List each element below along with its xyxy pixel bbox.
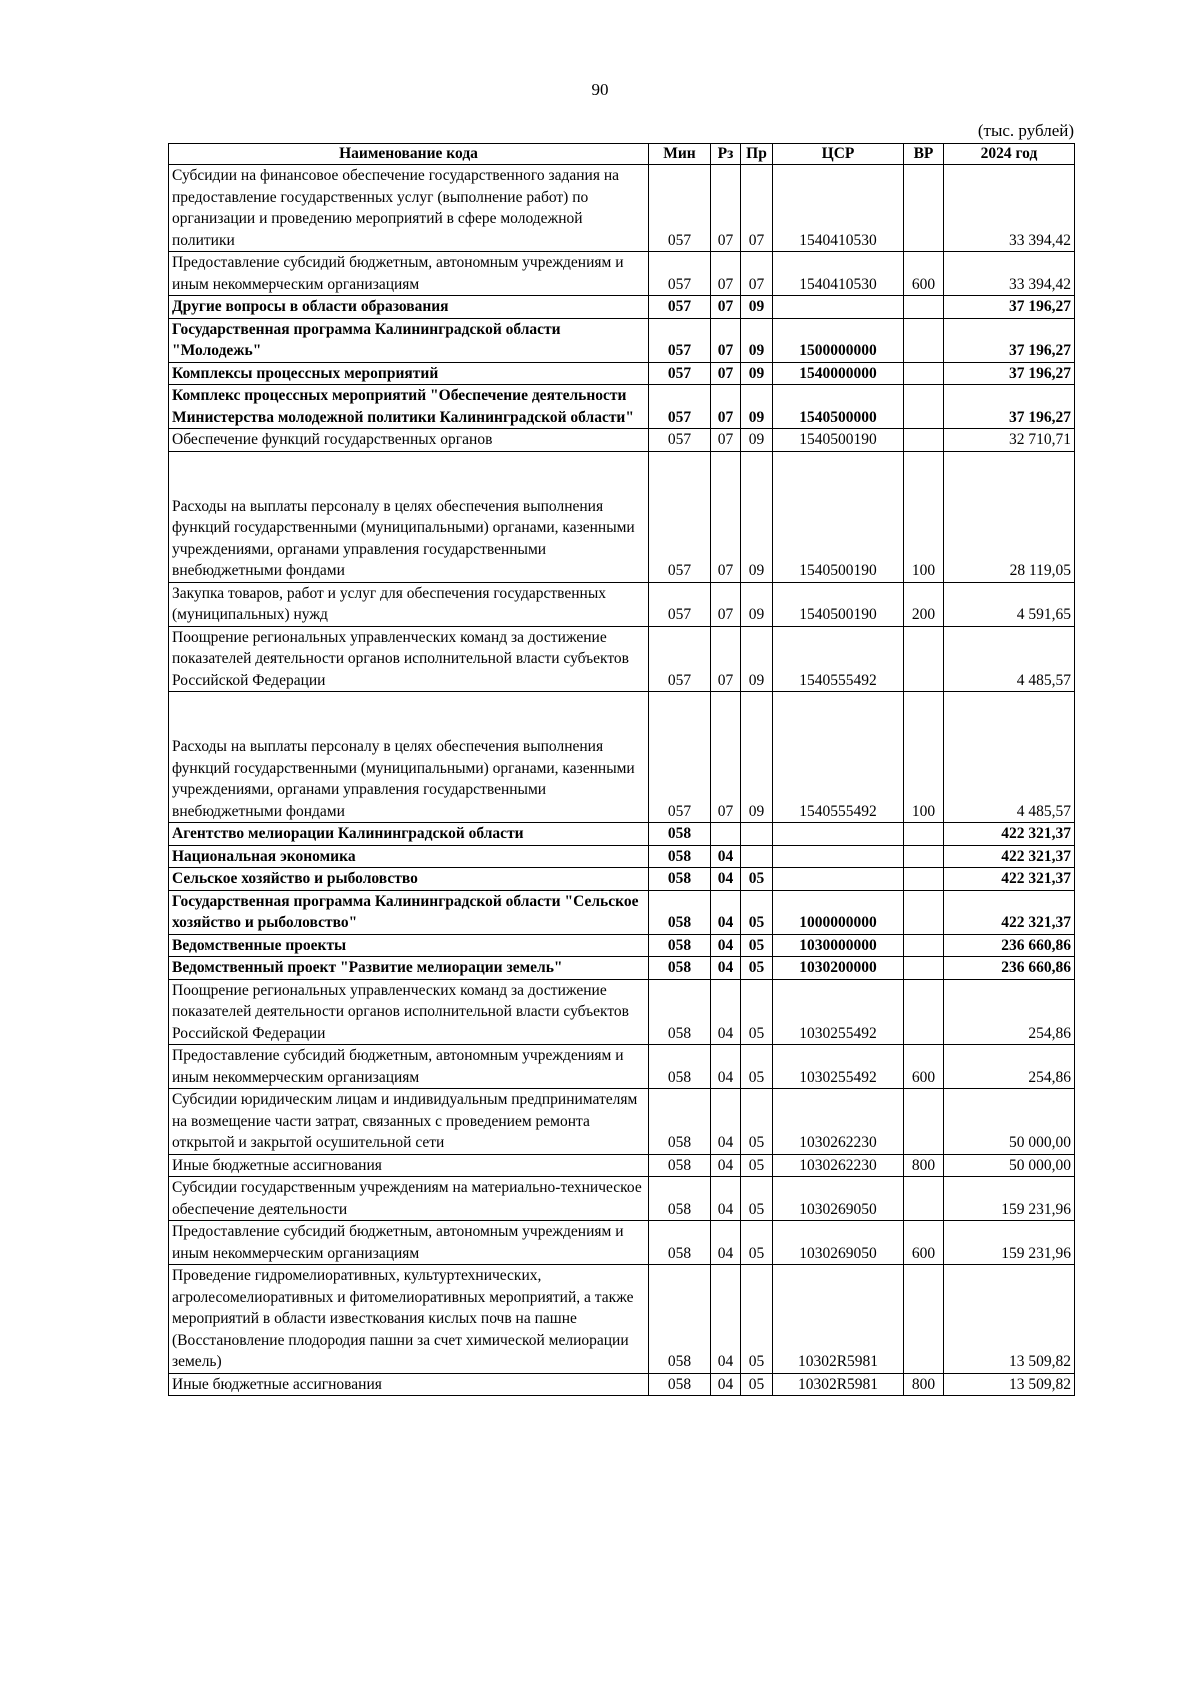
table-row (169, 429, 1075, 452)
cell-csr: 1030269050 (773, 1177, 904, 1221)
cell-vr: 800 (904, 1154, 944, 1177)
cell-name: Предоставление субсидий бюджетным, автономным учреждениям и иным некоммерческим организациям (169, 1221, 649, 1265)
header-csr: ЦСР (773, 144, 904, 165)
cell-amount: 13 509,82 (944, 1265, 1075, 1374)
cell-vr (904, 165, 944, 252)
cell-pr: 05 (741, 957, 773, 980)
cell-pr: 05 (741, 1373, 773, 1396)
cell-pr: 09 (741, 692, 773, 823)
cell-pr: 05 (741, 1045, 773, 1089)
header-min: Мин (649, 144, 711, 165)
cell-min: 058 (649, 868, 711, 891)
cell-amount: 37 196,27 (944, 318, 1075, 362)
cell-min: 058 (649, 1221, 711, 1265)
cell-name: Обеспечение функций государственных органов (169, 429, 649, 452)
cell-name: Государственная программа Калининградской области "Молодежь" (169, 318, 649, 362)
cell-name: Поощрение региональных управленческих команд за достижение показателей деятельности органов исполнительной власти субъектов Российской Федерации (169, 979, 649, 1045)
cell-name: Расходы на выплаты персоналу в целях обеспечения выполнения функций государственными (муниципальными) органами, казенными учреждениями, органами управления государственными внебюджетными фондами (169, 692, 649, 823)
cell-name: Расходы на выплаты персоналу в целях обеспечения выполнения функций государственными (муниципальными) органами, казенными учреждениями, органами управления государственными внебюджетными фондами (169, 451, 649, 582)
cell-rz (711, 823, 741, 846)
cell-pr: 09 (741, 318, 773, 362)
cell-csr: 1540500000 (773, 385, 904, 429)
cell-min: 057 (649, 451, 711, 582)
cell-name: Комплекс процессных мероприятий "Обеспечение деятельности Министерства молодежной политики Калининградской области" (169, 385, 649, 429)
cell-vr: 800 (904, 1373, 944, 1396)
table-row (169, 934, 1075, 957)
cell-csr: 1540000000 (773, 362, 904, 385)
cell-name: Проведение гидромелиоративных, культуртехнических, агролесомелиоративных и фитомелиоративных мероприятий, а также мероприятий в области известкования кислых почв на пашне (Восстановление плодородия пашни за счет химической мелиорации земель) (169, 1265, 649, 1374)
cell-vr: 100 (904, 451, 944, 582)
table-header-row (169, 144, 1075, 165)
cell-amount: 33 394,42 (944, 165, 1075, 252)
cell-name: Комплексы процессных мероприятий (169, 362, 649, 385)
table-row (169, 385, 1075, 429)
cell-name: Сельское хозяйство и рыболовство (169, 868, 649, 891)
cell-pr: 09 (741, 451, 773, 582)
cell-amount: 4 485,57 (944, 692, 1075, 823)
cell-min: 058 (649, 1045, 711, 1089)
cell-min: 057 (649, 385, 711, 429)
table-row (169, 823, 1075, 846)
cell-rz: 04 (711, 868, 741, 891)
cell-amount: 37 196,27 (944, 296, 1075, 319)
cell-vr (904, 429, 944, 452)
cell-name: Государственная программа Калининградской области "Сельское хозяйство и рыболовство" (169, 890, 649, 934)
cell-name: Субсидии юридическим лицам и индивидуальным предпринимателям на возмещение части затрат, связанных с проведением ремонта открытой и закрытой осушительной сети (169, 1089, 649, 1155)
cell-vr: 100 (904, 692, 944, 823)
table-row (169, 1154, 1075, 1177)
cell-pr (741, 823, 773, 846)
cell-min: 057 (649, 318, 711, 362)
table-row (169, 165, 1075, 252)
page-number: 90 (591, 80, 609, 99)
cell-csr: 1030269050 (773, 1221, 904, 1265)
cell-rz: 07 (711, 429, 741, 452)
cell-vr (904, 318, 944, 362)
cell-rz: 07 (711, 582, 741, 626)
header-pr: Пр (741, 144, 773, 165)
table-body (169, 165, 1075, 1396)
cell-min: 058 (649, 957, 711, 980)
cell-pr: 05 (741, 868, 773, 891)
cell-rz: 07 (711, 362, 741, 385)
cell-name: Субсидии государственным учреждениям на материально-техническое обеспечение деятельности (169, 1177, 649, 1221)
cell-min: 057 (649, 429, 711, 452)
cell-amount: 422 321,37 (944, 823, 1075, 846)
cell-vr (904, 1265, 944, 1374)
header-year: 2024 год (944, 144, 1075, 165)
cell-name: Ведомственные проекты (169, 934, 649, 957)
cell-csr (773, 868, 904, 891)
table-row (169, 1221, 1075, 1265)
cell-min: 057 (649, 626, 711, 692)
header-vr: ВР (904, 144, 944, 165)
cell-pr: 05 (741, 1221, 773, 1265)
cell-rz: 04 (711, 1089, 741, 1155)
cell-pr: 09 (741, 429, 773, 452)
table-row (169, 692, 1075, 823)
cell-vr (904, 1177, 944, 1221)
cell-name: Субсидии на финансовое обеспечение государственного задания на предоставление государственных услуг (выполнение работ) по организации и проведению мероприятий в сфере молодежной политики (169, 165, 649, 252)
cell-amount: 50 000,00 (944, 1089, 1075, 1155)
cell-min: 057 (649, 252, 711, 296)
cell-amount: 4 591,65 (944, 582, 1075, 626)
cell-vr: 600 (904, 1221, 944, 1265)
cell-vr (904, 823, 944, 846)
cell-csr: 1540555492 (773, 626, 904, 692)
table-row (169, 451, 1075, 582)
cell-vr (904, 979, 944, 1045)
table-row (169, 1373, 1075, 1396)
cell-vr: 600 (904, 1045, 944, 1089)
cell-rz: 04 (711, 1177, 741, 1221)
cell-vr: 200 (904, 582, 944, 626)
cell-min: 058 (649, 890, 711, 934)
cell-amount: 254,86 (944, 979, 1075, 1045)
cell-vr (904, 1089, 944, 1155)
cell-rz: 04 (711, 1373, 741, 1396)
cell-csr (773, 845, 904, 868)
cell-vr (904, 385, 944, 429)
cell-pr: 05 (741, 934, 773, 957)
cell-rz: 04 (711, 957, 741, 980)
header-rz: Рз (711, 144, 741, 165)
cell-csr: 10302R5981 (773, 1373, 904, 1396)
cell-csr (773, 296, 904, 319)
cell-name: Закупка товаров, работ и услуг для обеспечения государственных (муниципальных) нужд (169, 582, 649, 626)
cell-vr (904, 890, 944, 934)
cell-amount: 254,86 (944, 1045, 1075, 1089)
cell-amount: 422 321,37 (944, 890, 1075, 934)
cell-vr (904, 957, 944, 980)
cell-csr: 1000000000 (773, 890, 904, 934)
cell-pr: 09 (741, 582, 773, 626)
cell-csr: 1030262230 (773, 1089, 904, 1155)
cell-vr (904, 626, 944, 692)
cell-rz: 07 (711, 252, 741, 296)
table-row (169, 890, 1075, 934)
cell-pr: 07 (741, 165, 773, 252)
table-row (169, 957, 1075, 980)
header-name: Наименование кода (169, 144, 649, 165)
cell-csr: 1540555492 (773, 692, 904, 823)
cell-rz: 04 (711, 1154, 741, 1177)
table-row (169, 626, 1075, 692)
cell-min: 058 (649, 1373, 711, 1396)
cell-pr: 09 (741, 296, 773, 319)
table-row (169, 252, 1075, 296)
cell-vr (904, 934, 944, 957)
cell-min: 057 (649, 692, 711, 823)
cell-rz: 04 (711, 1265, 741, 1374)
cell-amount: 422 321,37 (944, 845, 1075, 868)
table-row (169, 1177, 1075, 1221)
cell-pr: 05 (741, 1089, 773, 1155)
budget-table (168, 143, 1075, 1396)
cell-amount: 33 394,42 (944, 252, 1075, 296)
cell-min: 057 (649, 165, 711, 252)
cell-csr (773, 823, 904, 846)
cell-csr: 1030000000 (773, 934, 904, 957)
table-row (169, 362, 1075, 385)
cell-min: 057 (649, 296, 711, 319)
table-row (169, 979, 1075, 1045)
cell-name: Иные бюджетные ассигнования (169, 1154, 649, 1177)
cell-amount: 37 196,27 (944, 385, 1075, 429)
cell-name: Поощрение региональных управленческих команд за достижение показателей деятельности органов исполнительной власти субъектов Российской Федерации (169, 626, 649, 692)
cell-amount: 159 231,96 (944, 1221, 1075, 1265)
cell-min: 058 (649, 1177, 711, 1221)
cell-name: Предоставление субсидий бюджетным, автономным учреждениям и иным некоммерческим организациям (169, 252, 649, 296)
cell-csr: 1030262230 (773, 1154, 904, 1177)
table-row (169, 1089, 1075, 1155)
cell-rz: 07 (711, 626, 741, 692)
cell-rz: 04 (711, 1045, 741, 1089)
table-row (169, 1265, 1075, 1374)
units-label: (тыс. рублей) (977, 121, 1074, 140)
cell-min: 058 (649, 1265, 711, 1374)
cell-min: 057 (649, 582, 711, 626)
table-row (169, 845, 1075, 868)
cell-rz: 04 (711, 1221, 741, 1265)
cell-pr: 05 (741, 1177, 773, 1221)
cell-rz: 07 (711, 385, 741, 429)
cell-rz: 07 (711, 318, 741, 362)
cell-csr: 1030255492 (773, 979, 904, 1045)
table-row (169, 582, 1075, 626)
cell-vr (904, 296, 944, 319)
cell-min: 058 (649, 1089, 711, 1155)
cell-pr: 09 (741, 626, 773, 692)
table-row (169, 1045, 1075, 1089)
cell-amount: 50 000,00 (944, 1154, 1075, 1177)
cell-rz: 07 (711, 692, 741, 823)
cell-csr: 1540410530 (773, 252, 904, 296)
cell-csr: 1030255492 (773, 1045, 904, 1089)
cell-pr: 09 (741, 385, 773, 429)
cell-csr: 1540500190 (773, 582, 904, 626)
cell-rz: 07 (711, 296, 741, 319)
cell-vr (904, 362, 944, 385)
cell-name: Ведомственный проект "Развитие мелиорации земель" (169, 957, 649, 980)
table-row (169, 318, 1075, 362)
cell-amount: 159 231,96 (944, 1177, 1075, 1221)
cell-csr: 1500000000 (773, 318, 904, 362)
cell-name: Иные бюджетные ассигнования (169, 1373, 649, 1396)
cell-min: 058 (649, 845, 711, 868)
table-row (169, 868, 1075, 891)
cell-name: Национальная экономика (169, 845, 649, 868)
cell-pr: 05 (741, 1265, 773, 1374)
cell-rz: 07 (711, 451, 741, 582)
cell-min: 057 (649, 362, 711, 385)
cell-amount: 13 509,82 (944, 1373, 1075, 1396)
cell-rz: 04 (711, 934, 741, 957)
cell-min: 058 (649, 823, 711, 846)
cell-csr: 1540500190 (773, 429, 904, 452)
cell-rz: 04 (711, 890, 741, 934)
cell-amount: 4 485,57 (944, 626, 1075, 692)
cell-rz: 04 (711, 979, 741, 1045)
cell-pr: 05 (741, 979, 773, 1045)
cell-name: Агентство мелиорации Калининградской области (169, 823, 649, 846)
cell-amount: 32 710,71 (944, 429, 1075, 452)
cell-amount: 236 660,86 (944, 934, 1075, 957)
cell-name: Предоставление субсидий бюджетным, автономным учреждениям и иным некоммерческим организациям (169, 1045, 649, 1089)
cell-amount: 422 321,37 (944, 868, 1075, 891)
cell-rz: 04 (711, 845, 741, 868)
cell-amount: 28 119,05 (944, 451, 1075, 582)
cell-amount: 37 196,27 (944, 362, 1075, 385)
cell-pr: 09 (741, 362, 773, 385)
cell-min: 058 (649, 1154, 711, 1177)
table-row (169, 296, 1075, 319)
cell-csr: 1540500190 (773, 451, 904, 582)
cell-rz: 07 (711, 165, 741, 252)
cell-pr: 05 (741, 1154, 773, 1177)
cell-min: 058 (649, 934, 711, 957)
cell-vr: 600 (904, 252, 944, 296)
cell-pr: 05 (741, 890, 773, 934)
cell-name: Другие вопросы в области образования (169, 296, 649, 319)
cell-pr (741, 845, 773, 868)
cell-pr: 07 (741, 252, 773, 296)
cell-amount: 236 660,86 (944, 957, 1075, 980)
cell-vr (904, 845, 944, 868)
cell-vr (904, 868, 944, 891)
cell-csr: 1540410530 (773, 165, 904, 252)
cell-csr: 1030200000 (773, 957, 904, 980)
cell-min: 058 (649, 979, 711, 1045)
cell-csr: 10302R5981 (773, 1265, 904, 1374)
